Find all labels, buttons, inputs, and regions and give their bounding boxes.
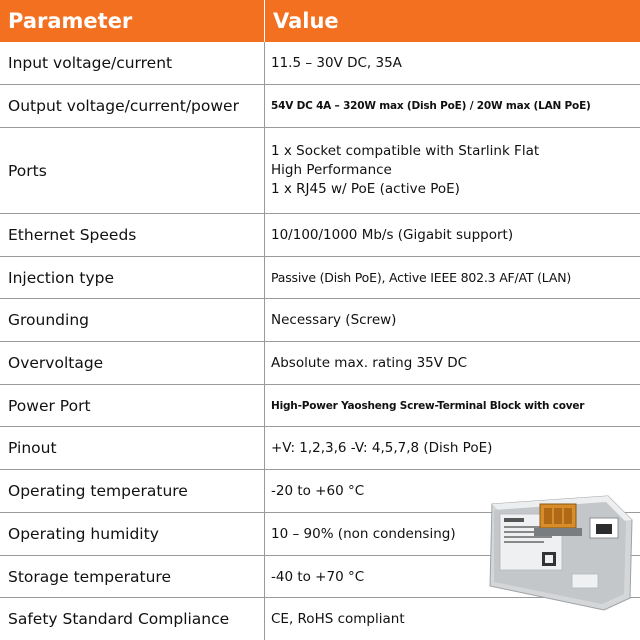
header-parameter: Parameter bbox=[0, 0, 265, 42]
row-value: Absolute max. rating 35V DC bbox=[271, 355, 468, 371]
row-value: High-Power Yaosheng Screw-Terminal Block with cover bbox=[271, 399, 585, 412]
table-row bbox=[0, 128, 640, 214]
table-row bbox=[0, 42, 640, 85]
row-value: 10/100/1000 Mb/s (Gigabit support) bbox=[271, 227, 514, 243]
row-value: CE, RoHS compliant bbox=[271, 611, 405, 627]
table-row bbox=[0, 85, 640, 128]
row-value: Passive (Dish PoE), Active IEEE 802.3 AF/AT (LAN) bbox=[271, 270, 572, 285]
row-parameter: Power Port bbox=[0, 385, 265, 426]
row-value: Necessary (Screw) bbox=[271, 312, 397, 328]
table-row bbox=[0, 385, 640, 427]
table-row bbox=[0, 257, 640, 299]
row-parameter: Ethernet Speeds bbox=[0, 214, 265, 256]
row-value: 54V DC 4A – 320W max (Dish PoE) / 20W max (LAN PoE) bbox=[271, 100, 591, 112]
row-parameter: Pinout bbox=[0, 427, 265, 469]
row-parameter: Output voltage/current/power bbox=[0, 85, 265, 127]
table-row bbox=[0, 214, 640, 257]
table-row bbox=[0, 299, 640, 342]
rj45-port bbox=[590, 518, 618, 538]
table-row bbox=[0, 427, 640, 470]
row-value: 10 – 90% (non condensing) bbox=[271, 526, 456, 542]
row-value: +V: 1,2,3,6 -V: 4,5,7,8 (Dish PoE) bbox=[271, 440, 493, 456]
row-parameter: Operating humidity bbox=[0, 513, 265, 555]
row-parameter: Overvoltage bbox=[0, 342, 265, 384]
header-value: Value bbox=[273, 9, 339, 33]
row-parameter: Safety Standard Compliance bbox=[0, 598, 265, 640]
terminal-block bbox=[534, 504, 582, 536]
row-parameter: Operating temperature bbox=[0, 470, 265, 512]
table-row bbox=[0, 342, 640, 385]
device-photo-icon bbox=[486, 494, 636, 612]
table-header bbox=[0, 0, 640, 42]
device-sticker bbox=[572, 574, 598, 588]
row-value: 1 x Socket compatible with Starlink Flat High Performance 1 x RJ45 w/ PoE (active PoE) bbox=[271, 143, 540, 197]
row-parameter: Injection type bbox=[0, 257, 265, 298]
row-value: -40 to +70 °C bbox=[271, 568, 365, 585]
row-value: 11.5 – 30V DC, 35A bbox=[271, 55, 402, 71]
row-parameter: Input voltage/current bbox=[0, 42, 265, 84]
row-parameter: Grounding bbox=[0, 299, 265, 341]
row-value: -20 to +60 °C bbox=[271, 483, 365, 499]
row-parameter: Storage temperature bbox=[0, 556, 265, 597]
row-parameter: Ports bbox=[0, 128, 265, 213]
